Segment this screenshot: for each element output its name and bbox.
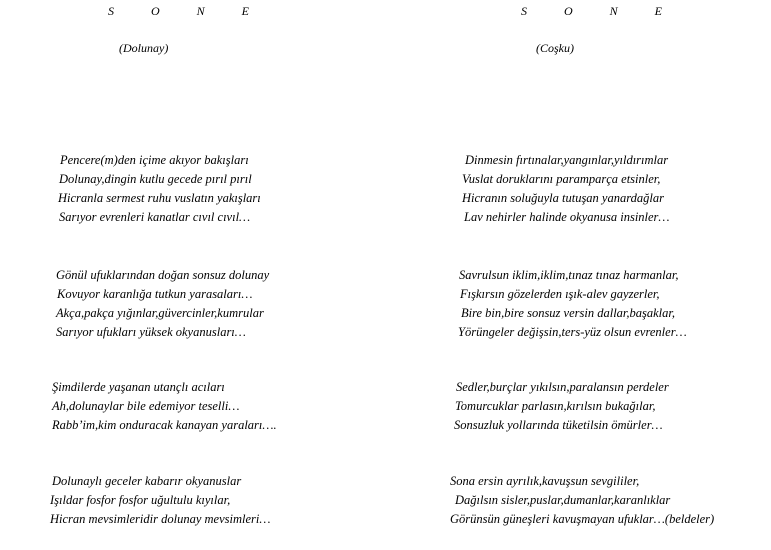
verse-line: Dolunay,dingin kutlu gecede pırıl pırıl bbox=[59, 172, 252, 186]
verse-line: Fışkırsın gözelerden ışık-alev gayzerler, bbox=[460, 287, 660, 301]
verse-line: Hicranla sermest ruhu vuslatın yakışları bbox=[58, 191, 261, 205]
stanza-3 bbox=[52, 378, 277, 435]
verse-line: Dolunaylı geceler kabarır okyanuslar bbox=[52, 474, 242, 488]
verse-line: Hicranın soluğuyla tutuşan yanardağlar bbox=[462, 191, 664, 205]
verse-line: Şimdilerde yaşanan utançlı acıları bbox=[52, 380, 225, 394]
stanza-4 bbox=[448, 472, 715, 529]
verse-line: Vuslat doruklarını paramparça etsinler, bbox=[462, 172, 661, 186]
poem-subtitle: (Dolunay) bbox=[119, 41, 169, 55]
verse-line: Gönül ufuklarından doğan sonsuz dolunay bbox=[56, 268, 270, 282]
stanza-2 bbox=[56, 266, 269, 342]
verse-line: Sona ersin ayrılık,kavuşsun sevgililer, bbox=[450, 474, 640, 488]
verse-line: Tomurcuklar parlasın,kırılsın bukağılar, bbox=[455, 399, 656, 413]
stanza-4 bbox=[50, 472, 270, 529]
stanza-3 bbox=[454, 378, 667, 435]
verse-line: Işıldar fosfor fosfor uğultulu kıyılar, bbox=[50, 493, 231, 507]
poem-subtitle: (Coşku) bbox=[536, 41, 574, 55]
verse-line: Bire bin,bire sonsuz versin dallar,başaklar, bbox=[461, 306, 676, 320]
verse-line: Pencere(m)den içime akıyor bakışları bbox=[60, 153, 249, 167]
verse-line: Kovuyor karanlığa tutkun yarasaları… bbox=[57, 287, 253, 301]
poem-title: S O N E bbox=[108, 4, 266, 18]
verse-line: Rabb’im,kim onduracak kanayan yaraları…. bbox=[52, 418, 277, 432]
verse-line: Ah,dolunaylar bile edemiyor teselli… bbox=[52, 399, 240, 413]
verse-line: Lav nehirler halinde okyanusa insinler… bbox=[464, 210, 670, 224]
verse-line: Yörüngeler değişsin,ters-yüz olsun evrenler… bbox=[458, 325, 687, 339]
verse-line: Sonsuzluk yollarında tüketilsin ömürler… bbox=[454, 418, 663, 432]
verse-line: Savrulsun iklim,iklim,tınaz tınaz harmanlar, bbox=[459, 268, 679, 282]
verse-line: Hicran mevsimleridir dolunay mevsimleri… bbox=[50, 512, 271, 526]
stanza-2 bbox=[458, 266, 687, 342]
poem-title: S O N E bbox=[521, 4, 679, 18]
verse-line: Sarıyor ufukları yüksek okyanusları… bbox=[56, 325, 246, 339]
verse-line: Dinmesin fırtınalar,yangınlar,yıldırımlar bbox=[465, 153, 669, 167]
verse-line: Dağılsın sisler,puslar,dumanlar,karanlıklar bbox=[455, 493, 671, 507]
verse-line: Görünsün güneşleri kavuşmayan ufuklar…(beldeler) bbox=[450, 512, 715, 526]
stanza-1 bbox=[460, 151, 670, 227]
verse-line: Sedler,burçlar yıkılsın,paralansın perdeler bbox=[456, 380, 669, 394]
verse-line: Sarıyor evrenleri kanatlar cıvıl cıvıl… bbox=[59, 210, 251, 224]
verse-line: Akça,pakça yığınlar,güvercinler,kumrular bbox=[56, 306, 264, 320]
stanza-1 bbox=[58, 151, 261, 227]
